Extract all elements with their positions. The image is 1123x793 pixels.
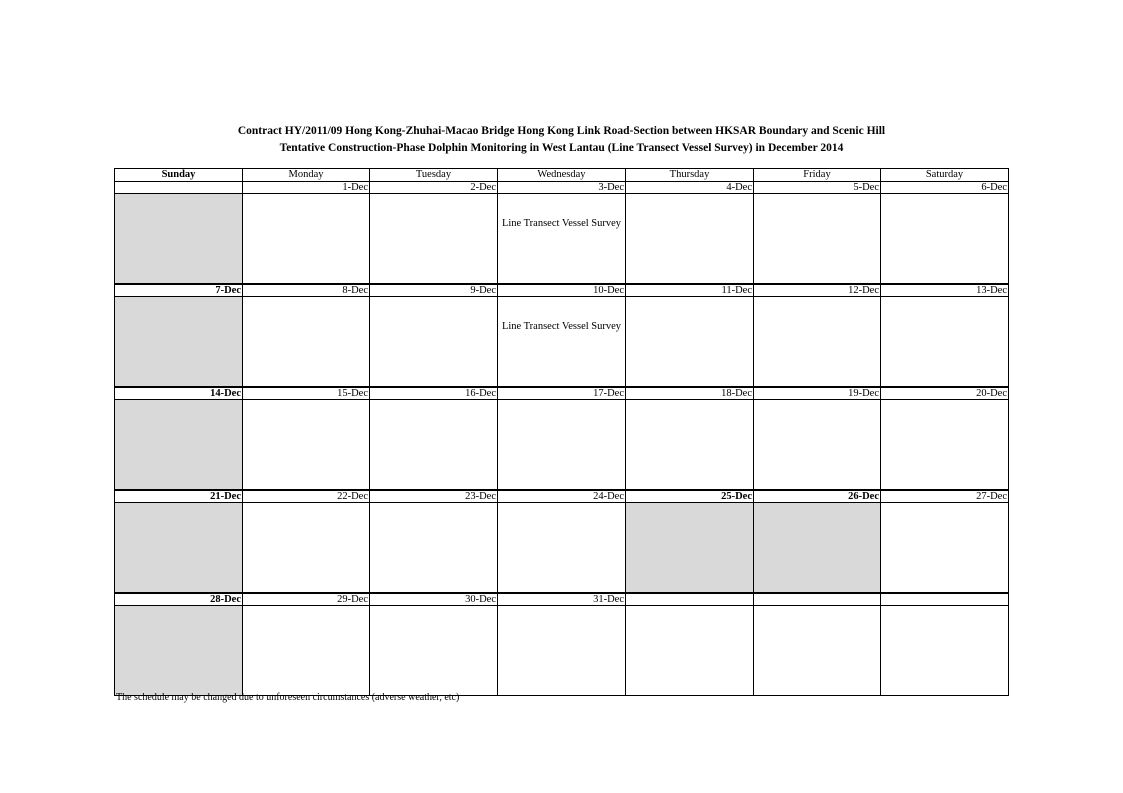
day-cell [115,194,243,285]
day-cell [881,297,1009,388]
day-cell [243,194,370,285]
day-cell [370,400,498,491]
day-cell [754,194,881,285]
date-row [115,284,1009,297]
day-cell [370,297,498,388]
day-header-thursday: Thursday [626,169,754,182]
date-label: 10-Dec [498,284,626,297]
date-label [626,593,754,606]
calendar-table [114,168,1009,696]
day-cell [498,297,626,388]
date-label: 16-Dec [370,387,498,400]
date-label: 1-Dec [243,182,370,194]
day-cell [115,606,243,696]
date-label: 21-Dec [115,490,243,503]
day-cell [243,606,370,696]
day-cell [243,503,370,594]
weekday-header-row [115,169,1009,182]
event-label: Line Transect Vessel Survey [501,218,622,229]
date-label: 17-Dec [498,387,626,400]
date-label: 26-Dec [754,490,881,503]
date-label: 18-Dec [626,387,754,400]
day-cell [115,297,243,388]
date-label: 15-Dec [243,387,370,400]
date-label: 14-Dec [115,387,243,400]
date-row [115,387,1009,400]
calendar-body [115,182,1009,696]
date-label [754,593,881,606]
date-row [115,182,1009,194]
day-cell-row [115,606,1009,696]
day-header-saturday: Saturday [881,169,1009,182]
title-line-2: Tentative Construction-Phase Dolphin Monitoring in West Lantau (Line Transect Vessel Survey) in December 2014 [279,142,844,154]
date-label: 12-Dec [754,284,881,297]
day-cell [370,503,498,594]
date-label: 28-Dec [115,593,243,606]
date-label: 7-Dec [115,284,243,297]
date-label: 24-Dec [498,490,626,503]
day-cell [881,503,1009,594]
date-label: 4-Dec [626,182,754,194]
day-cell [626,503,754,594]
date-label: 23-Dec [370,490,498,503]
day-cell-row [115,194,1009,285]
date-label: 20-Dec [881,387,1009,400]
date-label: 11-Dec [626,284,754,297]
schedule-note: The schedule may be changed due to unforeseen circumstances (adverse weather, etc) [116,692,460,703]
date-label: 31-Dec [498,593,626,606]
day-cell [626,400,754,491]
day-cell [243,297,370,388]
day-cell [626,606,754,696]
day-cell [754,297,881,388]
date-label [115,182,243,194]
date-label: 22-Dec [243,490,370,503]
date-row [115,490,1009,503]
day-cell [881,194,1009,285]
day-cell [498,194,626,285]
day-cell-row [115,503,1009,594]
day-cell [498,400,626,491]
day-cell [626,297,754,388]
date-label: 9-Dec [370,284,498,297]
day-cell [754,400,881,491]
day-header-tuesday: Tuesday [370,169,498,182]
day-header-monday: Monday [243,169,370,182]
day-cell [370,606,498,696]
date-label: 29-Dec [243,593,370,606]
date-label: 13-Dec [881,284,1009,297]
day-header-sunday: Sunday [115,169,243,182]
day-cell [498,606,626,696]
date-label: 2-Dec [370,182,498,194]
date-label: 8-Dec [243,284,370,297]
date-label: 25-Dec [626,490,754,503]
day-cell [370,194,498,285]
day-cell-row [115,297,1009,388]
day-cell [115,400,243,491]
day-cell [115,503,243,594]
date-label: 19-Dec [754,387,881,400]
day-cell [881,606,1009,696]
day-cell [754,503,881,594]
day-cell [626,194,754,285]
day-header-wednesday: Wednesday [498,169,626,182]
date-label: 6-Dec [881,182,1009,194]
day-cell [498,503,626,594]
title-line-1: Contract HY/2011/09 Hong Kong-Zhuhai-Macao Bridge Hong Kong Link Road-Section between HKSAR Boundary and Scenic Hill [237,125,886,137]
day-cell [243,400,370,491]
day-cell-row [115,400,1009,491]
date-label: 5-Dec [754,182,881,194]
date-label: 3-Dec [498,182,626,194]
day-cell [754,606,881,696]
date-label [881,593,1009,606]
day-header-friday: Friday [754,169,881,182]
date-label: 30-Dec [370,593,498,606]
event-label: Line Transect Vessel Survey [501,321,622,332]
date-label: 27-Dec [881,490,1009,503]
day-cell [881,400,1009,491]
date-row [115,593,1009,606]
